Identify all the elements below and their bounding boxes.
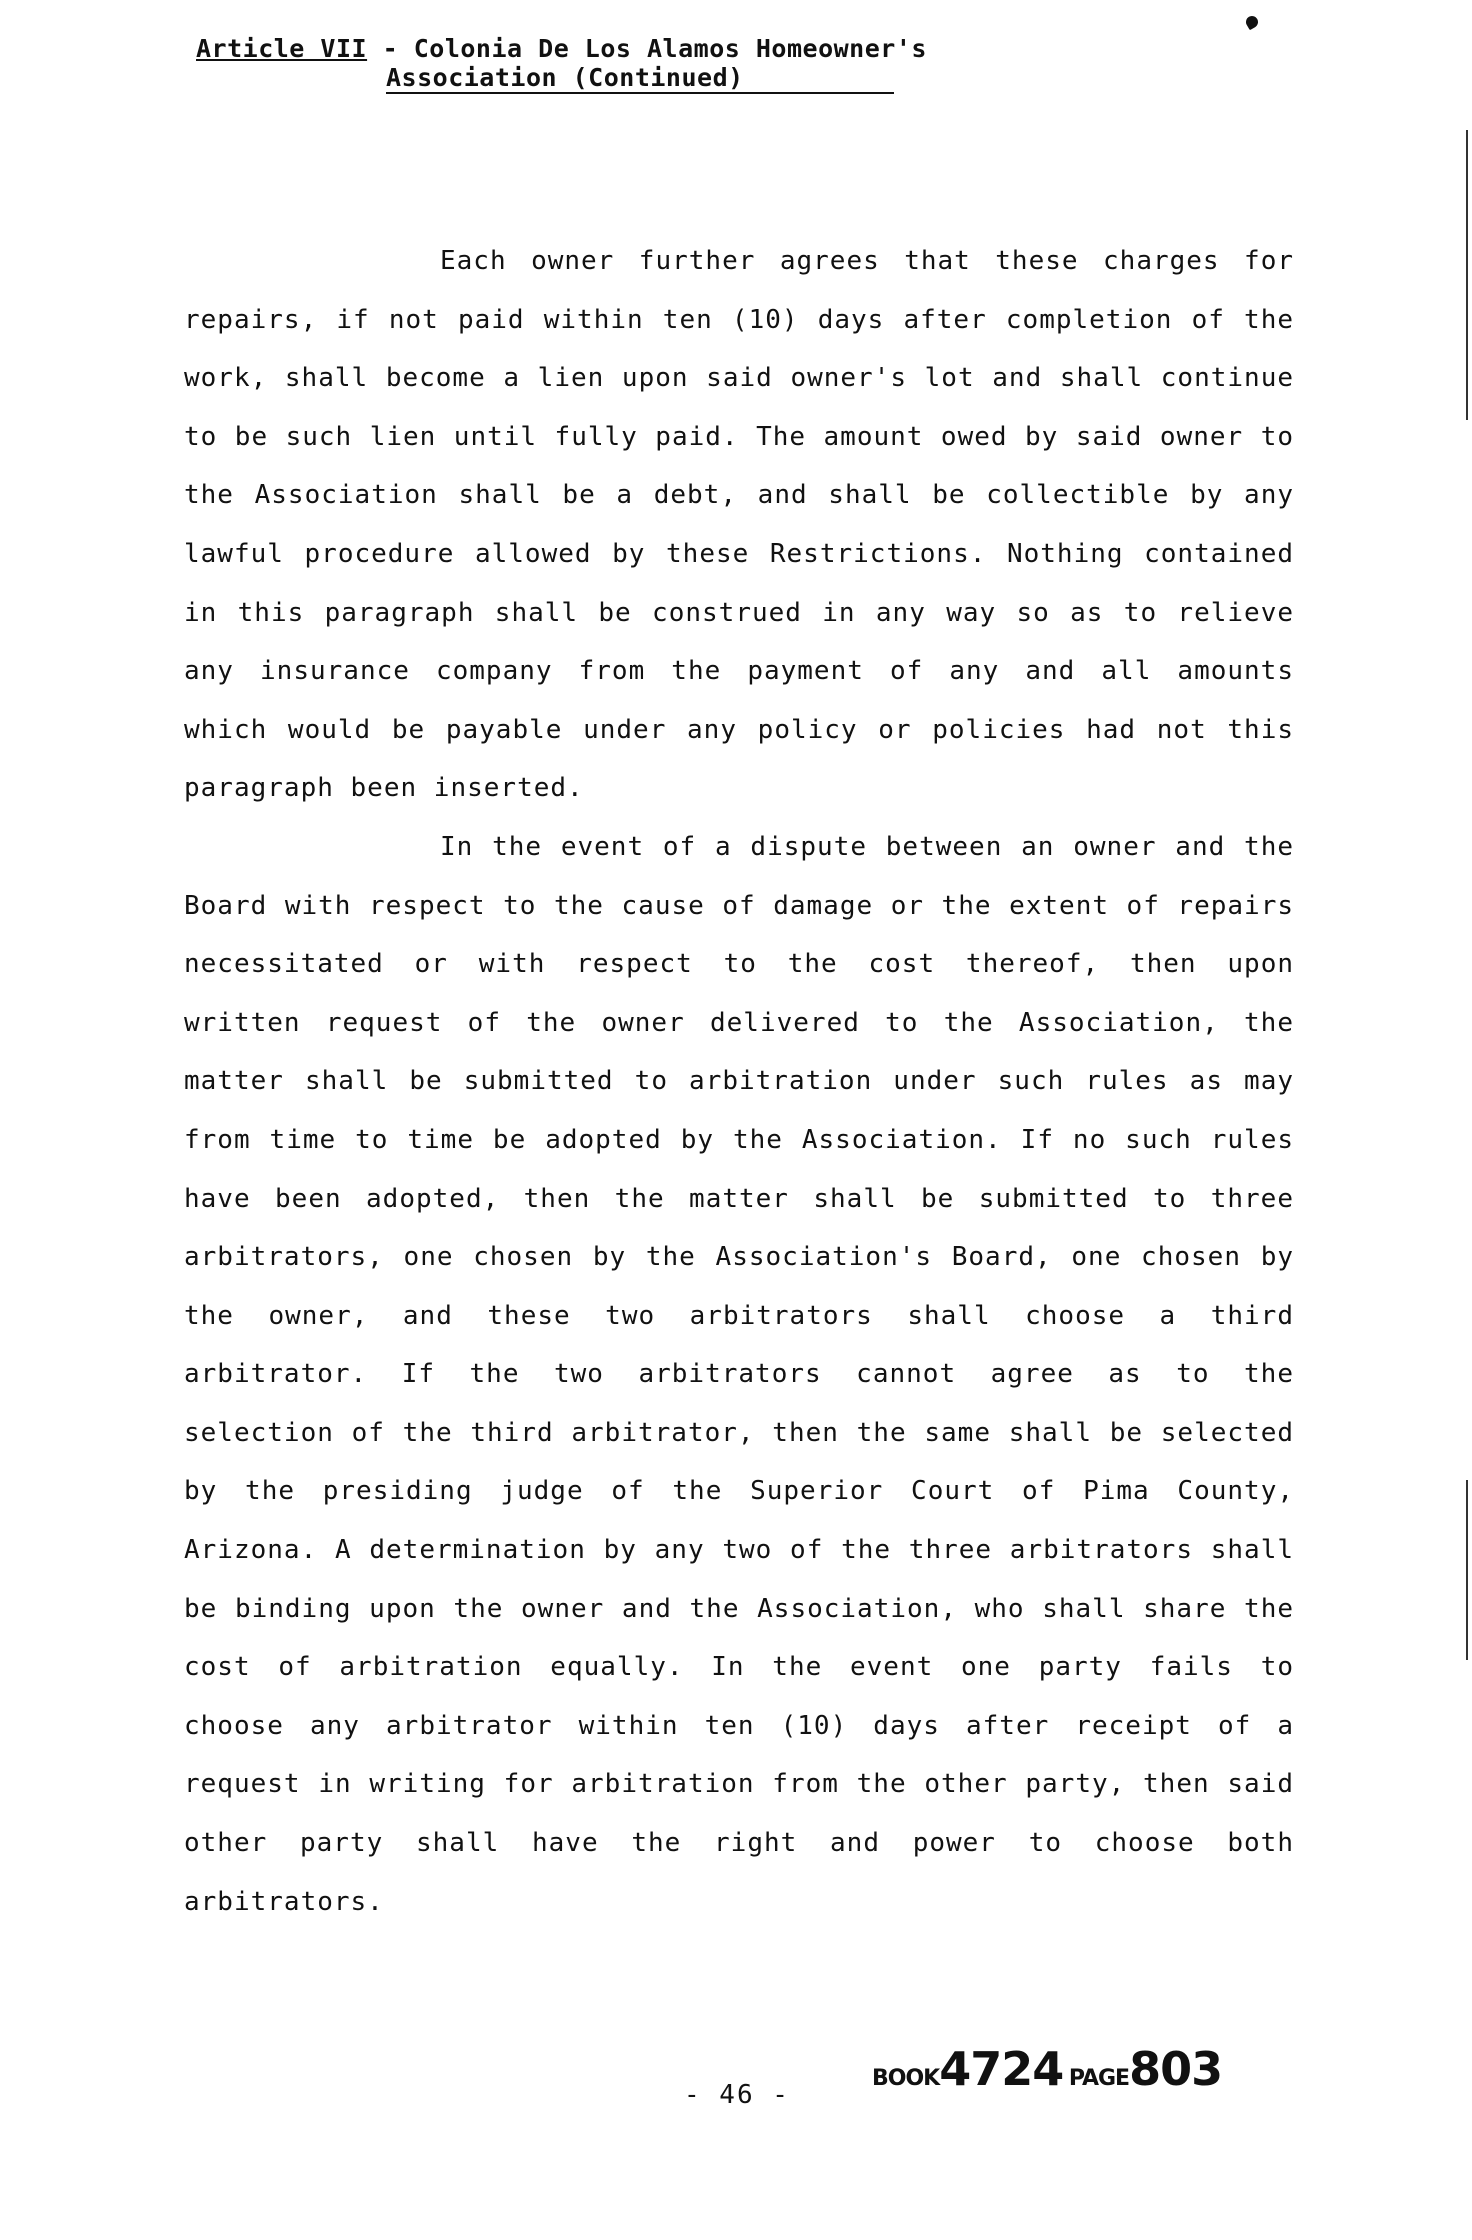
ink-mark [1244, 14, 1260, 30]
article-label: Article VII [196, 34, 368, 63]
page-value: 803 [1129, 2042, 1223, 2096]
header-title-line-1: - Colonia De Los Alamos Homeowner's [367, 34, 927, 63]
header-title-line-2: Association (Continued) [386, 64, 894, 94]
book-number: 4724 [939, 2042, 1064, 2096]
recording-stamp [872, 2042, 1222, 2096]
header-line-1 [196, 34, 927, 64]
article-header [196, 34, 927, 92]
body-text [184, 232, 1294, 1931]
page-label: PAGE [1068, 2066, 1130, 2091]
scan-edge-line-bottom [1466, 1480, 1468, 1660]
paragraph-repair-charges: Each owner further agrees that these charges for repairs, if not paid within ten (10) days after completion of the work, shall become a lien upon said owner's lot and shall continue to be such lien until fully paid. The amount owed by said owner to the Association shall be a debt, and shall be collectible by any lawful procedure allowed by these Restrictions. Nothing contained in this paragraph shall be construed in any way so as to relieve any insurance company from the payment of any and all amounts which would be payable under any policy or policies had not this paragraph been inserted. [184, 246, 1294, 804]
page-number: - 46 - [684, 2080, 790, 2110]
book-label: BOOK [872, 2066, 940, 2091]
paragraph-arbitration: In the event of a dispute between an owner and the Board with respect to the cause of damage or the extent of repairs necessitated or with respect to the cost thereof, then upon written request of the owner delivered to the Association, the matter shall be submitted to arbitration under such rules as may from time to time be adopted by the Association. If no such rules have been adopted, then the matter shall be submitted to three arbitrators, one chosen by the Association's Board, one chosen by the owner, and these two arbitrators shall choose a third arbitrator. If the two arbitrators cannot agree as to the selection of the third arbitrator, then the same shall be selected by the presiding judge of the Superior Court of Pima County, Arizona. A determination by any two of the three arbitrators shall be binding upon the owner and the Association, who shall share the cost of arbitration equally. In the event one party fails to choose any arbitrator within ten (10) days after receipt of a request in writing for arbitration from the other party, then said other party shall have the right and power to choose both arbitrators. [184, 831, 1294, 1917]
scan-edge-line-top [1466, 130, 1468, 420]
